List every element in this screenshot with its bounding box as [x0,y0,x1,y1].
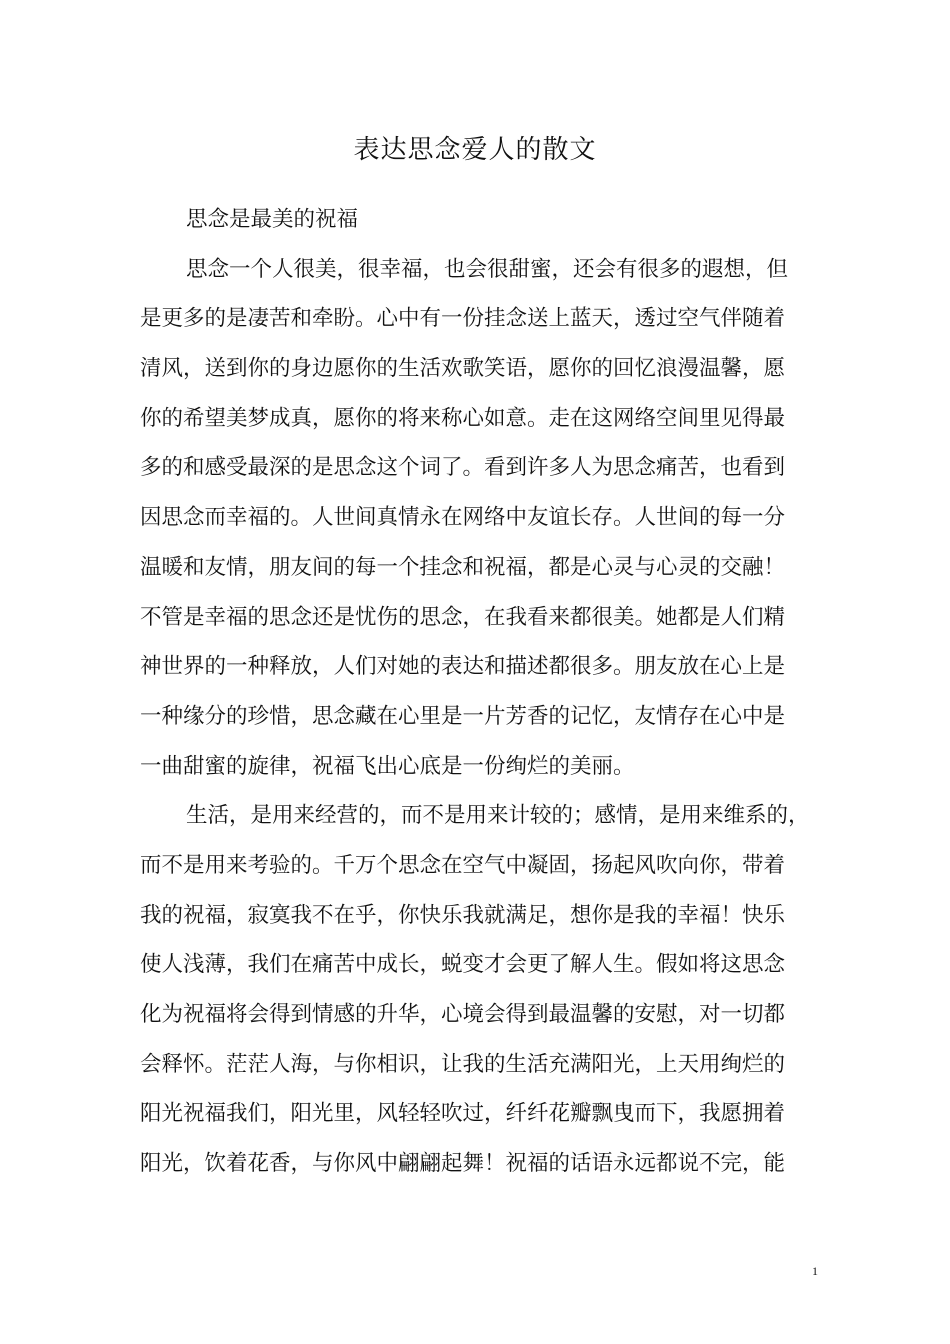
page-number: 1 [812,1264,818,1278]
text-line: 思念一个人很美，很幸福，也会很甜蜜，还会有很多的遐想，但 [186,256,789,282]
text-line: 我的祝福，寂寞我不在乎，你快乐我就满足，想你是我的幸福！快乐 [140,902,786,928]
section-heading [140,195,824,245]
text-line: 思念是最美的祝福 [186,207,359,232]
text-line: 阳光，饮着花香，与你风中翩翩起舞！祝福的话语永远都说不完，能 [140,1151,786,1177]
text-line: 因思念而幸福的。人世间真情永在网络中友谊长存。人世间的每一分 [140,505,786,531]
paragraph [140,791,824,1189]
text-line: 不管是幸福的思念还是忧伤的思念，在我看来都很美。她都是人们精 [140,604,786,630]
text-line: 一种缘分的珍惜，思念藏在心里是一片芳香的记忆，友情存在心中是 [140,703,786,729]
text-line: 你的希望美梦成真，愿你的将来称心如意。走在这网络空间里见得最 [140,405,786,431]
paragraph [140,245,824,792]
text-line: 阳光祝福我们，阳光里，风轻轻吹过，纤纤花瓣飘曳而下，我愿拥着 [140,1101,786,1127]
text-line: 化为祝福将会得到情感的升华，心境会得到最温馨的安慰，对一切都 [140,1002,786,1027]
text-line: 生活，是用来经营的，而不是用来计较的；感情，是用来维系的， [186,803,810,829]
text-line: 而不是用来考验的。千万个思念在空气中凝固，扬起风吹向你，带着 [140,852,786,878]
text-line: 温暖和友情，朋友间的每一个挂念和祝福，都是心灵与心灵的交融！ [140,554,786,580]
text-line: 会释怀。茫茫人海，与你相识，让我的生活充满阳光，上天用绚烂的 [140,1051,786,1077]
text-line: 清风，送到你的身边愿你的生活欢歌笑语，愿你的回忆浪漫温馨，愿 [140,356,786,382]
text-line: 多的和感受最深的是思念这个词了。看到许多人为思念痛苦，也看到 [140,455,786,481]
document-title: 表达思念爱人的散文 [353,135,597,165]
document-body [140,195,824,1189]
text-line: 一曲甜蜜的旋律，祝福飞出心底是一份绚烂的美丽。 [140,753,635,779]
text-line: 神世界的一种释放，人们对她的表达和描述都很多。朋友放在心上是 [140,654,786,680]
text-line: 使人浅薄，我们在痛苦中成长，蜕变才会更了解人生。假如将这思念 [140,952,786,978]
text-line: 是更多的是凄苦和牵盼。心中有一份挂念送上蓝天，透过空气伴随着 [140,306,786,332]
